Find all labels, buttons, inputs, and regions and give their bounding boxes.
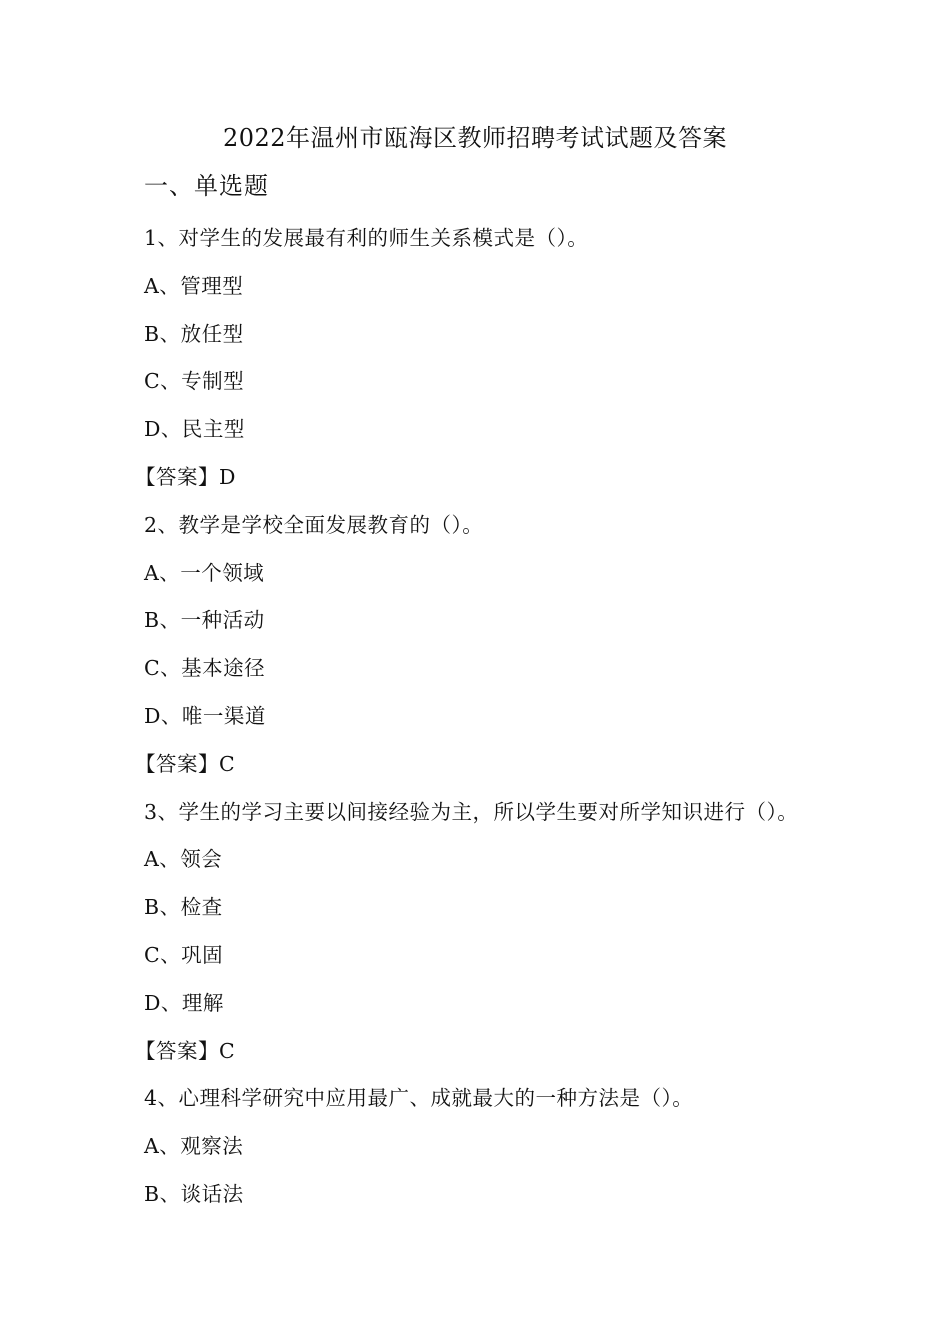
option-a: A、一个领域 [144, 560, 265, 585]
answer-line: 【答案】D [135, 464, 236, 489]
question-stem: 3、学生的学习主要以间接经验为主，所以学生要对所学知识进行（）。 [144, 799, 799, 824]
question-stem: 4、心理科学研究中应用最广、成就最大的一种方法是（）。 [144, 1086, 694, 1111]
option-b: B、一种活动 [144, 608, 265, 633]
question-stem: 1、对学生的发展最有利的师生关系模式是（）。 [144, 226, 589, 250]
answer-line: 【答案】C [135, 1038, 236, 1063]
option-c: C、巩固 [144, 942, 224, 967]
document-title: 2022年温州市瓯海区教师招聘考试试题及答案 [222, 124, 728, 152]
option-d: D、理解 [144, 990, 224, 1015]
option-d: D、民主型 [144, 417, 245, 442]
option-b: B、谈话法 [144, 1181, 244, 1206]
option-d: D、唯一渠道 [144, 703, 266, 728]
option-c: C、基本途径 [144, 656, 266, 681]
question-list [135, 220, 824, 1224]
question-stem: 2、教学是学校全面发展教育的（）。 [144, 512, 484, 537]
option-a: A、观察法 [144, 1134, 244, 1159]
answer-line: 【答案】C [135, 751, 236, 776]
option-a: A、管理型 [144, 273, 244, 298]
option-b: B、放任型 [144, 321, 244, 346]
option-c: C、专制型 [144, 369, 245, 394]
option-a: A、领会 [144, 847, 223, 872]
option-b: B、检查 [144, 895, 223, 920]
section-heading: 一、单选题 [144, 172, 269, 200]
